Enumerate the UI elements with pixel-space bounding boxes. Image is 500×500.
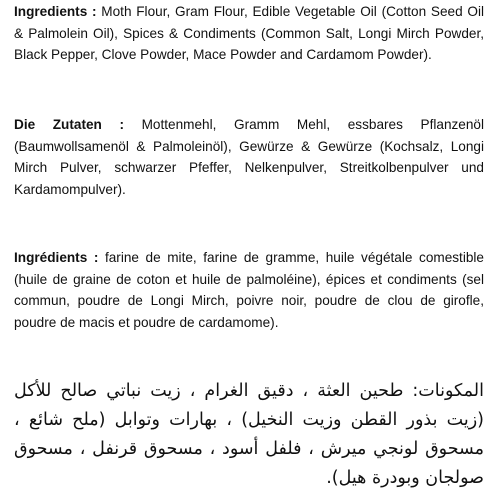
ingredients-french-label: Ingrédients :	[14, 250, 99, 265]
ingredients-arabic	[14, 377, 484, 493]
ingredients-german-label: Die Zutaten :	[14, 117, 124, 132]
ingredients-german	[14, 114, 484, 201]
ingredients-english-text: Moth Flour, Gram Flour, Edible Vegetable Oil (Cotton Seed Oil & Palmolein Oil), Spices & Condiments (Common Salt, Longi Mirch Powder, Black Pepper, Clove Powder, Mace Powder and Cardamom Powder).	[14, 4, 484, 63]
ingredients-french	[14, 247, 484, 334]
ingredients-english-label: Ingredients :	[14, 4, 97, 19]
ingredients-german-text: Mottenmehl, Gramm Mehl, essbares Pflanzenöl (Baumwollsamenöl & Palmoleinöl), Gewürze & Gewürze (Kochsalz, Longi Mirch Pulver, schwarzer Pfeffer, Nelkenpulver, Streitkolbenpulver und Kardamompulver).	[14, 117, 484, 198]
ingredients-english	[14, 1, 484, 66]
ingredients-arabic-text: المكونات: طحين العثة ، دقيق الغرام ، زيت نباتي صالح للأكل (زيت بذور القطن وزيت النخيل) ، بهارات وتوابل (ملح شائع ، مسحوق لونجي ميرش ، فلفل أسود ، مسحوق قرنفل ، مسحوق صولجان وبودرة هيل).	[14, 381, 484, 488]
ingredients-french-text: farine de mite, farine de gramme, huile végétale comestible (huile de graine de coton et huile de palmoléine), épices et condiments (sel commun, poudre de Longi Mirch, poivre noir, poudre de clou de girofle, poudre de macis et poudre de cardamome).	[14, 250, 484, 331]
